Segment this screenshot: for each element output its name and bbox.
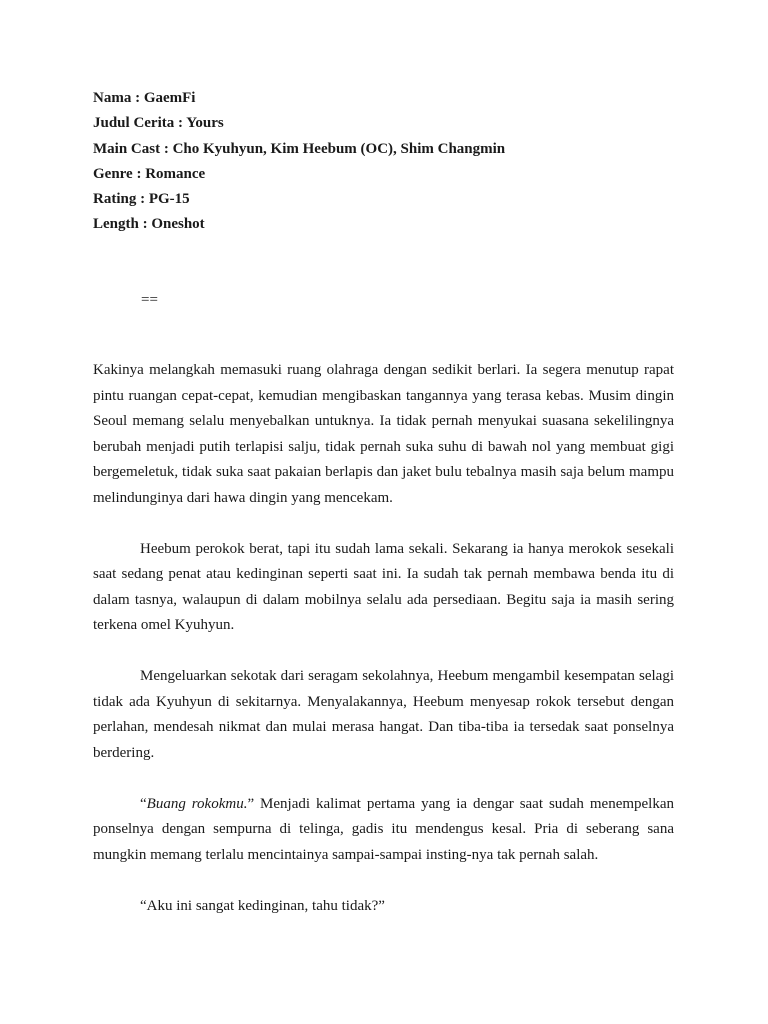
paragraph-2: Heebum perokok berat, tapi itu sudah lama sekali. Sekarang ia hanya merokok sesekali saat sedang penat atau kedinginan seperti saat ini. Ia sudah tak pernah membawa benda itu di dalam tasnya, walaupun di dalam mobilnya selalu ada persediaan. Begitu saja ia masih sering terkena omel Kyuhyun. xyxy=(93,540,674,633)
author-line: Nama : GaemFi xyxy=(93,90,196,106)
paragraph-4 xyxy=(93,792,674,869)
section-separator: == xyxy=(141,292,158,308)
main-cast-line: Main Cast : Cho Kyuhyun, Kim Heebum (OC), Shim Changmin xyxy=(93,140,506,157)
open-quote: “ xyxy=(140,795,147,812)
story-metadata xyxy=(93,86,673,238)
paragraph-1: Kakinya melangkah memasuki ruang olahraga dengan sedikit berlari. Ia segera menutup rapat pintu ruangan cepat-cepat, kemudian mengibaskan tangannya yang terasa kebas. Musim dingin Seoul memang selalu menyebalkan untuknya. Ia tidak pernah menyukai suasana sekelilingnya berubah menjadi putih terlapisi salju, tidak pernah suka suhu di bawah nol yang membuat gigi bergemeletuk, tidak suka saat pakaian berlapis dan jaket bulu tebalnya masih saja belum mampu melindunginya dari hawa dingin yang mencekam. xyxy=(93,362,674,506)
rating-line: Rating : PG-15 xyxy=(93,191,190,208)
paragraph-5: “Aku ini sangat kedinginan, tahu tidak?” xyxy=(140,897,385,914)
story-body xyxy=(93,358,674,919)
italic-dialogue: Buang rokokmu. xyxy=(146,795,248,812)
title-line: Judul Cerita : Yours xyxy=(93,115,224,132)
genre-line: Genre : Romance xyxy=(93,165,206,182)
paragraph-3: Mengeluarkan sekotak dari seragam sekolahnya, Heebum mengambil kesempatan selagi tidak ada Kyuhyun di sekitarnya. Menyalakannya, Heebum menyesap rokok tersebut dengan perlahan, mendesah nikmat dan mulai merasa hangat. Dan tiba-tiba ia tersedak saat ponselnya berdering. xyxy=(93,668,674,761)
close-quote: ” xyxy=(247,795,255,812)
length-line: Length : Oneshot xyxy=(93,216,205,233)
paragraph-4-rest: Menjadi kalimat pertama yang ia dengar saat sudah menempelkan ponselnya dengan sempurna di telinga, gadis itu mendengus kesal. Pria di seberang sana mungkin memang terlalu mencintainya sampai-sampai insting-nya tak pernah salah. xyxy=(93,795,674,863)
